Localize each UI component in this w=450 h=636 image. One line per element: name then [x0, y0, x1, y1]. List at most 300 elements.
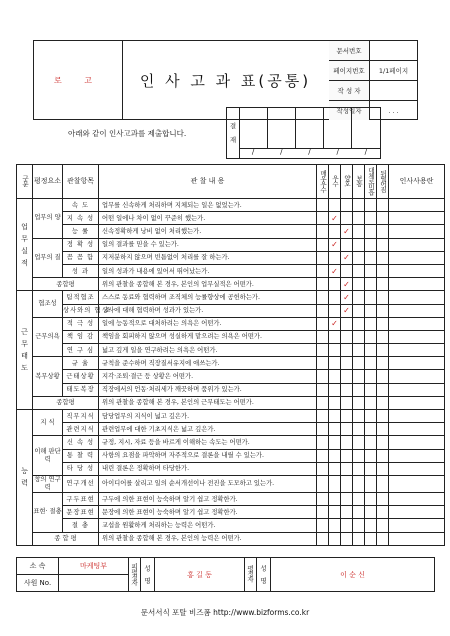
observation-item: 규 율	[63, 357, 99, 370]
hr-notes-cell[interactable]	[389, 506, 445, 519]
observation-description: 교섭을 원활하게 처리하는 능력은 어떤가.	[99, 519, 317, 532]
rating-cell[interactable]	[317, 357, 329, 370]
rating-cell[interactable]	[341, 251, 353, 264]
hr-notes-cell[interactable]	[389, 357, 445, 370]
header-scale-average: 보통	[353, 165, 365, 199]
check-mark-icon: ✓	[343, 253, 350, 263]
observation-item: 능 률	[63, 225, 99, 238]
table-row	[17, 199, 445, 212]
check-mark-icon: ✓	[343, 226, 350, 236]
table-row	[17, 330, 445, 343]
rating-cell[interactable]	[329, 449, 341, 462]
rating-cell[interactable]	[353, 317, 365, 330]
rating-cell[interactable]	[341, 304, 353, 317]
table-row	[17, 519, 445, 532]
rating-cell[interactable]	[365, 278, 377, 291]
rating-cell[interactable]	[317, 278, 329, 291]
rating-cell[interactable]	[341, 519, 353, 532]
observation-item: 관련지식	[63, 423, 99, 436]
table-row	[17, 396, 445, 409]
observation-item: 타 당 성	[63, 462, 99, 475]
table-row	[17, 492, 445, 505]
evaluator-name-label: 성 명	[257, 558, 271, 592]
hr-notes-cell[interactable]	[389, 199, 445, 212]
table-row	[17, 383, 445, 396]
rating-cell[interactable]	[365, 410, 377, 423]
rating-cell[interactable]	[329, 396, 341, 409]
rating-cell[interactable]	[329, 330, 341, 343]
rating-cell[interactable]	[353, 344, 365, 357]
element-group: 복무상황	[33, 357, 63, 397]
rating-cell[interactable]	[317, 330, 329, 343]
hr-notes-cell[interactable]	[389, 383, 445, 396]
rating-cell[interactable]	[365, 264, 377, 277]
rating-cell[interactable]	[341, 278, 353, 291]
rating-cell[interactable]	[317, 396, 329, 409]
logo-text: 로 고	[54, 75, 102, 85]
rating-cell[interactable]	[377, 492, 389, 505]
rating-cell[interactable]	[329, 462, 341, 475]
approval-signature-row	[239, 108, 380, 149]
observation-item: 속 도	[63, 199, 99, 212]
rating-cell[interactable]	[365, 370, 377, 383]
rating-cell[interactable]	[365, 532, 377, 545]
rating-cell[interactable]	[353, 492, 365, 505]
approval-slash: /	[280, 148, 283, 156]
header-scale-poor: 뒤떨어짐	[377, 165, 389, 199]
rating-cell[interactable]	[329, 383, 341, 396]
rating-cell[interactable]	[377, 238, 389, 251]
rating-cell[interactable]	[329, 251, 341, 264]
rating-cell[interactable]	[317, 383, 329, 396]
rating-cell[interactable]	[353, 225, 365, 238]
section-category: 근 무 태 도	[17, 291, 33, 410]
rating-cell[interactable]	[317, 199, 329, 212]
element-group: 근무의욕	[33, 317, 63, 357]
hr-notes-cell[interactable]	[389, 264, 445, 277]
hr-notes-cell[interactable]	[389, 344, 445, 357]
observation-description: 관련업무에 대한 기초지식은 넓고 깊은가.	[99, 423, 317, 436]
rating-cell[interactable]	[341, 212, 353, 225]
header-observation: 관 찰 내 용	[99, 165, 317, 199]
summary-label: 종 합 평	[33, 532, 99, 545]
rating-cell[interactable]	[353, 357, 365, 370]
rating-cell[interactable]	[365, 506, 377, 519]
rating-cell[interactable]	[353, 410, 365, 423]
rating-cell[interactable]	[317, 344, 329, 357]
header-element: 평정요소	[33, 165, 63, 199]
employee-no-value[interactable]	[59, 575, 129, 592]
rating-cell[interactable]	[353, 462, 365, 475]
rating-cell[interactable]	[353, 436, 365, 449]
rating-cell[interactable]	[377, 383, 389, 396]
table-row	[17, 506, 445, 519]
observation-description: 상사에 대해 협력하며 성과가 있는가.	[99, 304, 317, 317]
intro-text: 아래와 같이 인사고과를 제출합니다.	[68, 129, 187, 138]
meta-value-doc-no[interactable]	[370, 41, 418, 61]
hr-notes-cell[interactable]	[389, 532, 445, 545]
meta-value-date[interactable]: . . .	[388, 106, 399, 115]
approval-divider	[323, 108, 324, 148]
observation-item: 지 속 성	[63, 212, 99, 225]
hr-notes-cell[interactable]	[389, 423, 445, 436]
rating-cell[interactable]	[353, 449, 365, 462]
table-row	[17, 264, 445, 277]
table-row	[17, 238, 445, 251]
observation-description: 신속정확하게 낭비 없이 처리했는가.	[99, 225, 317, 238]
rating-cell[interactable]	[329, 410, 341, 423]
rating-cell[interactable]	[377, 357, 389, 370]
approval-slash: /	[251, 148, 255, 156]
dept-label: 소 속	[17, 558, 59, 575]
rating-cell[interactable]	[377, 423, 389, 436]
observation-item: 직무지식	[63, 410, 99, 423]
hr-notes-cell[interactable]	[389, 238, 445, 251]
rating-cell[interactable]	[365, 357, 377, 370]
rating-cell[interactable]	[365, 212, 377, 225]
observation-description: 담당업무의 지식이 넓고 깊은가.	[99, 410, 317, 423]
rating-cell[interactable]	[329, 492, 341, 505]
meta-key-author: 작 성 자	[329, 81, 370, 101]
hr-notes-cell[interactable]	[389, 492, 445, 505]
approval-box	[226, 107, 381, 159]
rating-cell[interactable]	[365, 304, 377, 317]
observation-item: 구두표현	[63, 492, 99, 505]
rating-cell[interactable]	[329, 475, 341, 492]
rating-cell[interactable]	[317, 264, 329, 277]
observation-description: 일의 성과가 내용에 있어서 뛰어났는가.	[99, 264, 317, 277]
rating-cell[interactable]	[317, 462, 329, 475]
rating-cell[interactable]	[377, 251, 389, 264]
rating-cell[interactable]	[377, 462, 389, 475]
hr-notes-cell[interactable]	[389, 436, 445, 449]
observation-item: 상사와의 협 조	[63, 304, 99, 317]
observation-description: 스스로 동료와 협력하며 조직체의 능률향상에 공헌하는가.	[99, 291, 317, 304]
rating-cell[interactable]	[341, 423, 353, 436]
rating-cell[interactable]	[365, 492, 377, 505]
rating-cell[interactable]	[377, 317, 389, 330]
evaluatee-name[interactable]: 홍 길 동	[155, 558, 245, 592]
rating-cell[interactable]	[317, 304, 329, 317]
rating-cell[interactable]	[377, 449, 389, 462]
rating-cell[interactable]	[377, 506, 389, 519]
rating-cell[interactable]	[377, 475, 389, 492]
rating-cell[interactable]	[329, 199, 341, 212]
rating-cell[interactable]	[353, 506, 365, 519]
check-mark-icon: ✓	[331, 319, 338, 329]
rating-cell[interactable]	[317, 238, 329, 251]
observation-item: 태도복장	[63, 383, 99, 396]
rating-cell[interactable]	[365, 519, 377, 532]
summary-label: 종합평	[33, 278, 99, 291]
rating-cell[interactable]	[353, 370, 365, 383]
rating-cell[interactable]	[329, 357, 341, 370]
approval-slash: /	[364, 148, 368, 156]
hr-notes-cell[interactable]	[389, 251, 445, 264]
observation-description: 일의 결과를 믿을 수 있는가.	[99, 238, 317, 251]
rating-cell[interactable]	[317, 519, 329, 532]
rating-cell[interactable]	[365, 199, 377, 212]
rating-cell[interactable]	[377, 410, 389, 423]
rating-cell[interactable]	[353, 212, 365, 225]
observation-item: 연 구 심	[63, 344, 99, 357]
rating-cell[interactable]	[377, 304, 389, 317]
rating-cell[interactable]	[341, 238, 353, 251]
rating-cell[interactable]	[341, 532, 353, 545]
header-category: 구분	[17, 165, 33, 199]
rating-cell[interactable]	[317, 436, 329, 449]
rating-cell[interactable]	[341, 492, 353, 505]
observation-item: 연구개선	[63, 475, 99, 492]
rating-cell[interactable]	[353, 519, 365, 532]
rating-cell[interactable]	[365, 344, 377, 357]
table-row	[17, 278, 445, 291]
header-scale-excellent: 매우우수	[317, 165, 329, 199]
hr-notes-cell[interactable]	[389, 291, 445, 304]
rating-cell[interactable]	[365, 291, 377, 304]
rating-cell[interactable]	[317, 370, 329, 383]
rating-cell[interactable]	[341, 383, 353, 396]
rating-cell[interactable]	[341, 462, 353, 475]
observation-description: 직장에서의 언동·처리세가 깨끗하며 품위가 있는가.	[99, 383, 317, 396]
rating-cell[interactable]	[377, 225, 389, 238]
rating-cell[interactable]	[377, 278, 389, 291]
rating-cell[interactable]	[377, 212, 389, 225]
rating-cell[interactable]	[329, 317, 341, 330]
hr-notes-cell[interactable]	[389, 317, 445, 330]
rating-cell[interactable]	[353, 423, 365, 436]
observation-item: 성 과	[63, 264, 99, 277]
rating-cell[interactable]	[365, 462, 377, 475]
rating-cell[interactable]	[317, 532, 329, 545]
summary-label: 종합평	[33, 396, 99, 409]
approval-divider	[351, 108, 352, 148]
rating-cell[interactable]	[317, 492, 329, 505]
evaluator-label: 평정자	[245, 558, 257, 592]
rating-cell[interactable]	[353, 199, 365, 212]
element-group: 업무의 양	[33, 199, 63, 239]
element-group: 지 식	[33, 410, 63, 436]
rating-cell[interactable]	[353, 251, 365, 264]
rating-cell[interactable]	[341, 317, 353, 330]
table-row	[17, 462, 445, 475]
rating-cell[interactable]	[377, 330, 389, 343]
rating-cell[interactable]	[341, 344, 353, 357]
table-row	[17, 344, 445, 357]
table-row	[17, 475, 445, 492]
evaluator-name[interactable]: 이 순 신	[271, 558, 435, 592]
rating-cell[interactable]	[317, 225, 329, 238]
table-row	[17, 532, 445, 545]
rating-cell[interactable]	[341, 410, 353, 423]
table-row	[17, 370, 445, 383]
hr-notes-cell[interactable]	[389, 330, 445, 343]
rating-cell[interactable]	[377, 370, 389, 383]
rating-cell[interactable]	[353, 330, 365, 343]
rating-cell[interactable]	[329, 278, 341, 291]
table-row	[17, 317, 445, 330]
rating-cell[interactable]	[353, 278, 365, 291]
hr-notes-cell[interactable]	[389, 410, 445, 423]
rating-cell[interactable]	[365, 251, 377, 264]
table-row	[17, 436, 445, 449]
observation-item: 적 극 성	[63, 317, 99, 330]
rating-cell[interactable]	[377, 436, 389, 449]
rating-cell[interactable]	[317, 449, 329, 462]
rating-cell[interactable]	[341, 199, 353, 212]
table-row	[17, 251, 445, 264]
hr-notes-cell[interactable]	[389, 225, 445, 238]
rating-cell[interactable]	[329, 238, 341, 251]
rating-cell[interactable]	[353, 532, 365, 545]
observation-description: 지각·조퇴·결근 등 상황은 어떤가.	[99, 370, 317, 383]
observation-description: 구두에 의한 표현이 능숙하며 알기 쉽고 정확한가.	[99, 492, 317, 505]
observation-description: 위의 관찰을 종합해 본 경우, 본인의 능력은 어떤가.	[99, 532, 317, 545]
rating-cell[interactable]	[329, 291, 341, 304]
meta-value-author[interactable]	[370, 81, 418, 101]
observation-description: 책임을 회피하지 않으며 성실하게 맡으려는 의욕은 어떤가.	[99, 330, 317, 343]
rating-cell[interactable]	[353, 264, 365, 277]
hr-notes-cell[interactable]	[389, 304, 445, 317]
observation-description: 사항의 요점을 파악하며 자주적으로 결론을 내릴 수 있는가.	[99, 449, 317, 462]
observation-description: 문장에 의한 표현이 능숙하며 알기 쉽고 정확한가.	[99, 506, 317, 519]
rating-cell[interactable]	[317, 410, 329, 423]
element-group: 협조성	[33, 291, 63, 317]
hr-notes-cell[interactable]	[389, 475, 445, 492]
rating-cell[interactable]	[377, 291, 389, 304]
observation-description: 규정, 지시, 자료 등을 바르게 이해하는 속도는 어떤가.	[99, 436, 317, 449]
observation-item: 절 충	[63, 519, 99, 532]
rating-cell[interactable]	[341, 370, 353, 383]
rating-cell[interactable]	[365, 449, 377, 462]
rating-cell[interactable]	[341, 396, 353, 409]
section-category: 업 무 실 적	[17, 199, 33, 291]
meta-value-page: 1/1페이지	[370, 61, 418, 81]
observation-description: 위의 관찰을 종합해 본 경우, 본인의 업무실적은 어떤가.	[99, 278, 317, 291]
dept-value[interactable]: 마케팅부	[59, 558, 129, 575]
rating-cell[interactable]	[317, 317, 329, 330]
approval-divider	[295, 108, 296, 148]
rating-cell[interactable]	[341, 449, 353, 462]
approval-label-bottom: 재	[229, 136, 237, 144]
hr-notes-cell[interactable]	[389, 462, 445, 475]
rating-cell[interactable]	[341, 225, 353, 238]
rating-cell[interactable]	[317, 423, 329, 436]
rating-cell[interactable]	[341, 264, 353, 277]
rating-cell[interactable]	[365, 225, 377, 238]
hr-notes-cell[interactable]	[389, 370, 445, 383]
rating-cell[interactable]	[329, 344, 341, 357]
rating-cell[interactable]	[341, 330, 353, 343]
approval-label-top: 결	[229, 122, 237, 130]
rating-cell[interactable]	[365, 383, 377, 396]
rating-cell[interactable]	[329, 225, 341, 238]
rating-cell[interactable]	[341, 357, 353, 370]
rating-cell[interactable]	[329, 304, 341, 317]
rating-cell[interactable]	[353, 396, 365, 409]
element-group: 표현· 절충	[33, 492, 63, 532]
rating-cell[interactable]	[317, 212, 329, 225]
rating-cell[interactable]	[317, 506, 329, 519]
rating-cell[interactable]	[365, 423, 377, 436]
rating-cell[interactable]	[341, 291, 353, 304]
rating-cell[interactable]	[365, 396, 377, 409]
observation-item: 꼼 꼼 함	[63, 251, 99, 264]
table-row	[17, 225, 445, 238]
rating-cell[interactable]	[353, 304, 365, 317]
rating-cell[interactable]	[365, 436, 377, 449]
observation-item: 책 임 감	[63, 330, 99, 343]
rating-cell[interactable]	[377, 199, 389, 212]
rating-cell[interactable]	[341, 436, 353, 449]
rating-cell[interactable]	[317, 251, 329, 264]
rating-cell[interactable]	[353, 238, 365, 251]
hr-notes-cell[interactable]	[389, 396, 445, 409]
rating-cell[interactable]	[377, 532, 389, 545]
section-category: 능 력	[17, 410, 33, 546]
header-scale-fair: 양호	[341, 165, 353, 199]
observation-description: 지저분하지 않으며 빈틈없이 처리를 잘 하는가.	[99, 251, 317, 264]
check-mark-icon: ✓	[331, 213, 338, 223]
meta-key-page: 페이지번호	[329, 61, 370, 81]
element-group: 이해 판단력	[33, 436, 63, 476]
table-row	[17, 291, 445, 304]
observation-description: 어떤 일에나 차이 없이 꾸준히 했는가.	[99, 212, 317, 225]
hr-notes-cell[interactable]	[389, 519, 445, 532]
hr-notes-cell[interactable]	[389, 278, 445, 291]
rating-cell[interactable]	[329, 506, 341, 519]
table-row	[17, 423, 445, 436]
rating-cell[interactable]	[377, 344, 389, 357]
rating-cell[interactable]	[329, 436, 341, 449]
observation-description: 일에 능동적으로 대처하려는 의욕은 어떤가.	[99, 317, 317, 330]
rating-cell[interactable]	[329, 423, 341, 436]
observation-description: 넓고 깊게 일을 연구하려는 의욕은 어떤가.	[99, 344, 317, 357]
approval-slash: /	[336, 148, 339, 156]
rating-cell[interactable]	[317, 291, 329, 304]
hr-notes-cell[interactable]	[389, 212, 445, 225]
rating-cell[interactable]	[317, 475, 329, 492]
rating-cell[interactable]	[353, 291, 365, 304]
rating-cell[interactable]	[365, 475, 377, 492]
rating-cell[interactable]	[353, 383, 365, 396]
form-title: 인 사 고 과 표(공통)	[139, 71, 312, 90]
rating-cell[interactable]	[329, 532, 341, 545]
rating-cell[interactable]	[353, 475, 365, 492]
rating-cell[interactable]	[377, 519, 389, 532]
table-row	[17, 357, 445, 370]
rating-cell[interactable]	[377, 264, 389, 277]
hr-notes-cell[interactable]	[389, 449, 445, 462]
approval-slash: /	[308, 148, 311, 156]
rating-cell[interactable]	[329, 370, 341, 383]
observation-description: 업무를 신속하게 처리하며 지체되는 일은 없었는가.	[99, 199, 317, 212]
rating-cell[interactable]	[341, 506, 353, 519]
rating-cell[interactable]	[365, 317, 377, 330]
check-mark-icon: ✓	[343, 279, 350, 289]
rating-cell[interactable]	[329, 519, 341, 532]
rating-cell[interactable]	[329, 212, 341, 225]
rating-cell[interactable]	[377, 396, 389, 409]
observation-item: 근태상황	[63, 370, 99, 383]
logo-area	[34, 41, 123, 119]
rating-cell[interactable]	[341, 475, 353, 492]
rating-cell[interactable]	[329, 264, 341, 277]
rating-cell[interactable]	[365, 238, 377, 251]
check-mark-icon: ✓	[343, 306, 350, 316]
table-header-row	[17, 165, 445, 199]
rating-cell[interactable]	[365, 330, 377, 343]
